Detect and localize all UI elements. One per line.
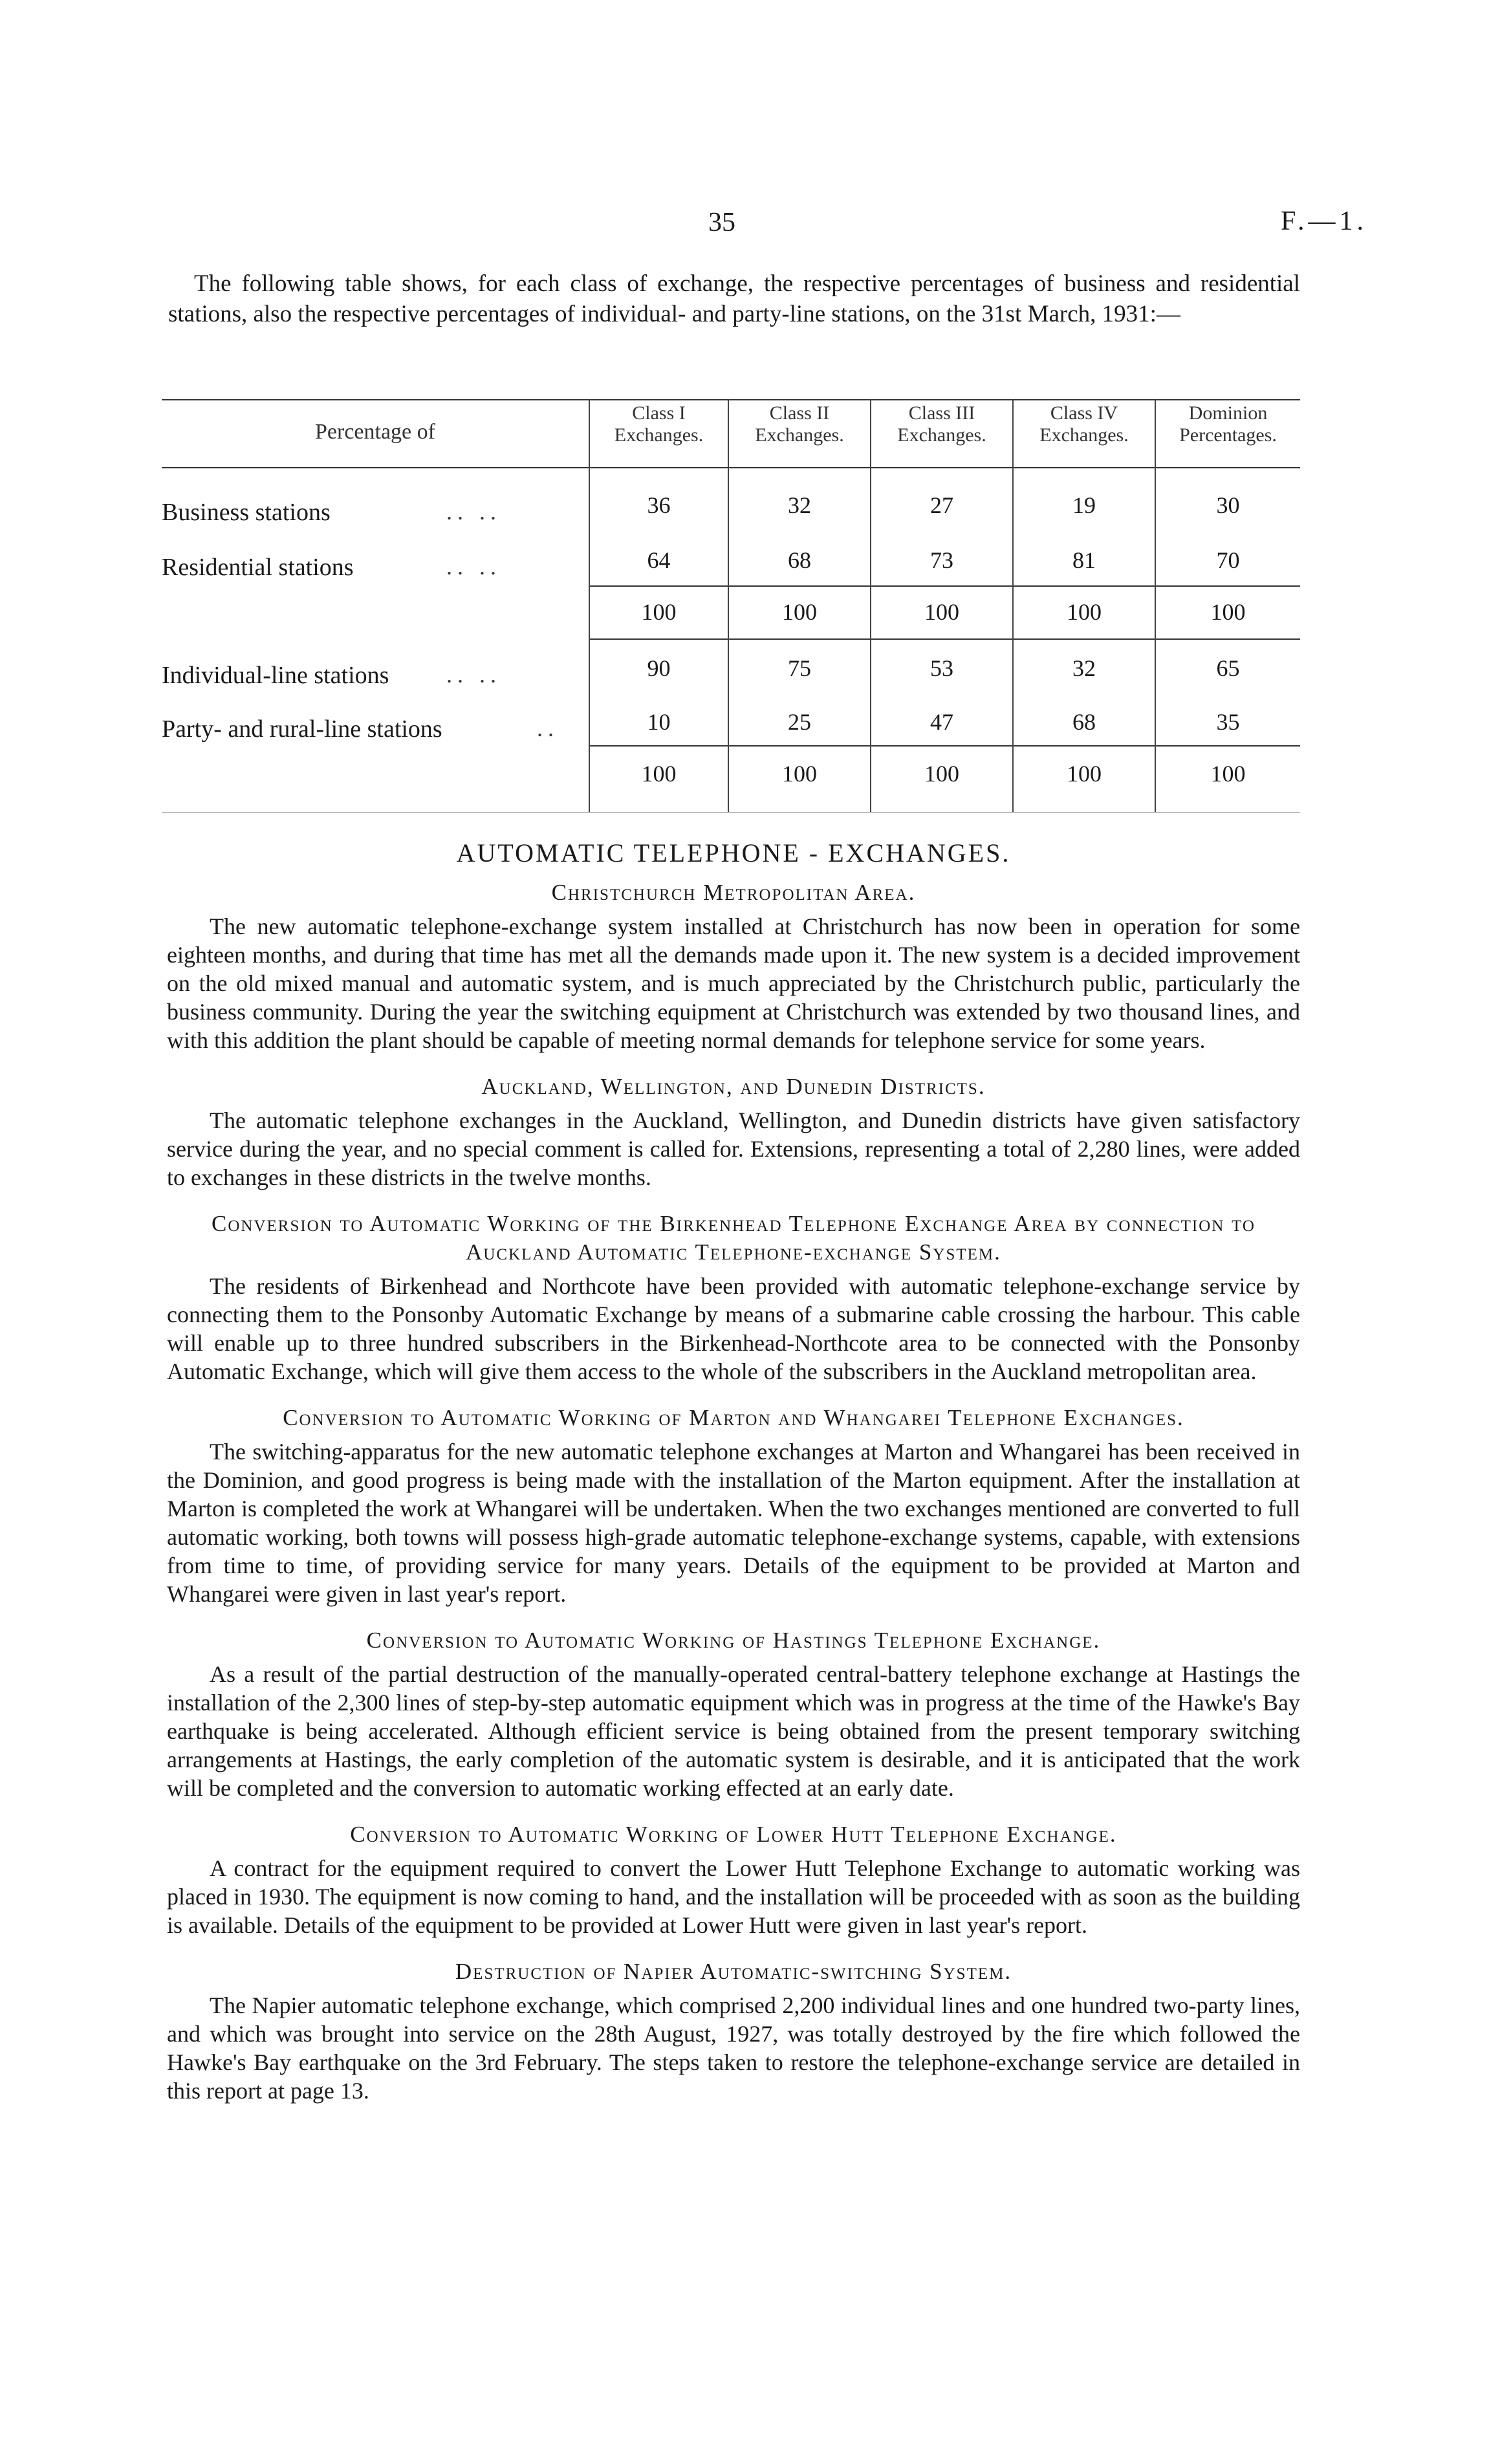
table-cell: 35 xyxy=(1216,709,1240,735)
section-heading-birkenhead: Conversion to Automatic Working of the Birkenhead Telephone Exchange Area by connection to Auckland Automatic Telephone-exchange System. xyxy=(212,1211,1256,1265)
table-cell: 68 xyxy=(788,547,811,573)
row-leader-dots: .. xyxy=(537,715,559,741)
table-cell: 75 xyxy=(788,655,811,681)
section-heading-lower-hutt: Conversion to Automatic Working of Lower Hutt Telephone Exchange. xyxy=(350,1822,1117,1847)
page-number: 35 xyxy=(708,208,735,237)
section-heading-auckland: Auckland, Wellington, and Dunedin Districts. xyxy=(481,1074,986,1099)
section-heading-marton: Conversion to Automatic Working of Marton and Whangarei Telephone Exchanges. xyxy=(283,1405,1184,1430)
table-cell: 53 xyxy=(930,655,953,681)
row-label-business: Business stations xyxy=(162,499,331,526)
section-text-lower-hutt: A contract for the equipment required to convert the Lower Hutt Telephone Exchange to automatic working was placed in 1930. The equipment is now coming to hand, and the installation will be proceeded with as soon as the building is available. Details of the equipment to be provided at Lower Hutt were given in last year's report. xyxy=(167,1855,1300,1938)
subtotal-rule-1b xyxy=(589,638,1300,640)
table-cell: 81 xyxy=(1072,547,1096,573)
table-cell: 32 xyxy=(788,492,811,518)
table-total-cell: 100 xyxy=(1210,761,1246,787)
section-text-hastings: As a result of the partial destruction of the manually-operated central-battery telephone exchange at Hastings the installation of the 2,300 lines of step-by-step automatic equipment which was in progress at the time of the Hawke's Bay earthquake is being accelerated. Although efficient service is being obtained from the present temporary switching arrangements at Hastings, the early completion of the automatic system is desirable, and it is anticipated that the work will be completed and the conversion to automatic working effected at an early date. xyxy=(167,1661,1300,1801)
section-heading-napier: Destruction of Napier Automatic-switching System. xyxy=(455,1959,1012,1984)
table-cell: 30 xyxy=(1216,492,1240,518)
table-cell: 10 xyxy=(647,709,671,735)
section-text-marton: The switching-apparatus for the new automatic telephone exchanges at Marton and Whangarei has been received in the Dominion, and good progress is being made with the installation of the Marton equipment. After the installation at Marton is completed the work at Whangarei will be undertaken. When the two exchanges mentioned are converted to full automatic working, both towns will possess high-grade automatic telephone-exchange systems, capable, with extensions from time to time, of providing service for many years. Details of the equipment to be provided at Marton and Whangarei were given in last year's report. xyxy=(167,1439,1300,1607)
row-leader-dots: .. .. xyxy=(446,499,501,525)
row-leader-dots: .. .. xyxy=(446,554,501,580)
main-heading: AUTOMATIC TELEPHONE - EXCHANGES. xyxy=(456,838,1011,867)
section-text-napier: The Napier automatic telephone exchange, which comprised 2,200 individual lines and one hundred two-party lines, and which was brought into service on the 28th August, 1927, was totally destroyed by the fire which followed the Hawke's Bay earthquake on the 3rd February. The steps taken to restore the telephone-exchange service are detailed in this report at page 13. xyxy=(167,1992,1300,2104)
column-label: Percentage of xyxy=(315,420,435,444)
header-class-iv: Class IV Exchanges. xyxy=(1039,402,1129,446)
section-heading-hastings: Conversion to Automatic Working of Hastings Telephone Exchange. xyxy=(366,1628,1101,1653)
section-heading-christchurch: Christchurch Metropolitan Area. xyxy=(551,880,916,905)
section-text-auckland: The automatic telephone exchanges in the Auckland, Wellington, and Dunedin districts have given satisfactory service during the year, and no special comment is called for. Extensions, representing a total of 2,280 lines, were added to exchanges in these districts in the twelve months. xyxy=(167,1107,1300,1190)
table-cell: 25 xyxy=(788,709,811,735)
table-top-rule xyxy=(162,399,1300,400)
header-class-ii: Class II Exchanges. xyxy=(755,402,844,446)
intro-paragraph: The following table shows, for each class of exchange, the respective percentages of business and residential stations, also the respective percentages of individual- and party-line stations, on the 31st March, 1931:— xyxy=(168,270,1300,327)
header-class-i: Class I Exchanges. xyxy=(614,402,704,446)
table-cell: 36 xyxy=(647,492,671,518)
table-total-cell: 100 xyxy=(641,599,677,625)
table-total-cell: 100 xyxy=(1210,599,1246,625)
header-dominion: Dominion Percentages. xyxy=(1179,402,1277,446)
header-class-iii: Class III Exchanges. xyxy=(897,402,986,446)
table-total-cell: 100 xyxy=(1067,761,1102,787)
table-cell: 27 xyxy=(930,492,953,518)
report-body xyxy=(167,838,1300,2123)
row-label-residential: Residential stations xyxy=(162,554,354,581)
table-total-cell: 100 xyxy=(924,761,959,787)
table-cell: 65 xyxy=(1216,655,1240,681)
table-cell: 32 xyxy=(1072,655,1096,681)
subtotal-rule-2 xyxy=(589,745,1300,747)
table-total-cell: 100 xyxy=(924,599,959,625)
table-cell: 73 xyxy=(930,547,953,573)
table-total-cell: 100 xyxy=(782,599,817,625)
table-total-cell: 100 xyxy=(782,761,817,787)
row-label-individual-line: Individual-line stations xyxy=(162,662,389,689)
table-cell: 68 xyxy=(1072,709,1096,735)
table-cell: 64 xyxy=(647,547,671,573)
row-leader-dots: .. .. xyxy=(446,662,501,688)
section-text-christchurch: The new automatic telephone-exchange system installed at Christchurch has now been in operation for some eighteen months, and during that time has met all the demands made upon it. The new system is a decided improvement on the old mixed manual and automatic system, and is much appreciated by the Christchurch public, particularly the business community. During the year the switching equipment at Christchurch was extended by two thousand lines, and with this addition the plant should be capable of meeting normal demands for telephone service for some years. xyxy=(167,913,1300,1053)
document-reference: F.—1. xyxy=(1281,206,1367,236)
table-total-cell: 100 xyxy=(1067,599,1102,625)
section-text-birkenhead: The residents of Birkenhead and Northcote have been provided with automatic telephone-exchange service by connecting them to the Ponsonby Automatic Exchange by means of a submarine cable crossing the harbour. This cable will enable up to three hundred subscribers in the Birkenhead-Northcote area to be connected with the Ponsonby Automatic Exchange, which will give them access to the whole of the subscribers in the Auckland metropolitan area. xyxy=(167,1273,1300,1384)
subtotal-rule-1 xyxy=(589,585,1300,587)
table-cell: 70 xyxy=(1216,547,1240,573)
table-total-cell: 100 xyxy=(641,761,677,787)
table-header-rule xyxy=(162,467,1300,468)
table-cell: 19 xyxy=(1072,492,1096,518)
table-cell: 90 xyxy=(647,655,671,681)
table-cell: 47 xyxy=(930,709,953,735)
row-label-party-line: Party- and rural-line stations xyxy=(162,715,442,743)
